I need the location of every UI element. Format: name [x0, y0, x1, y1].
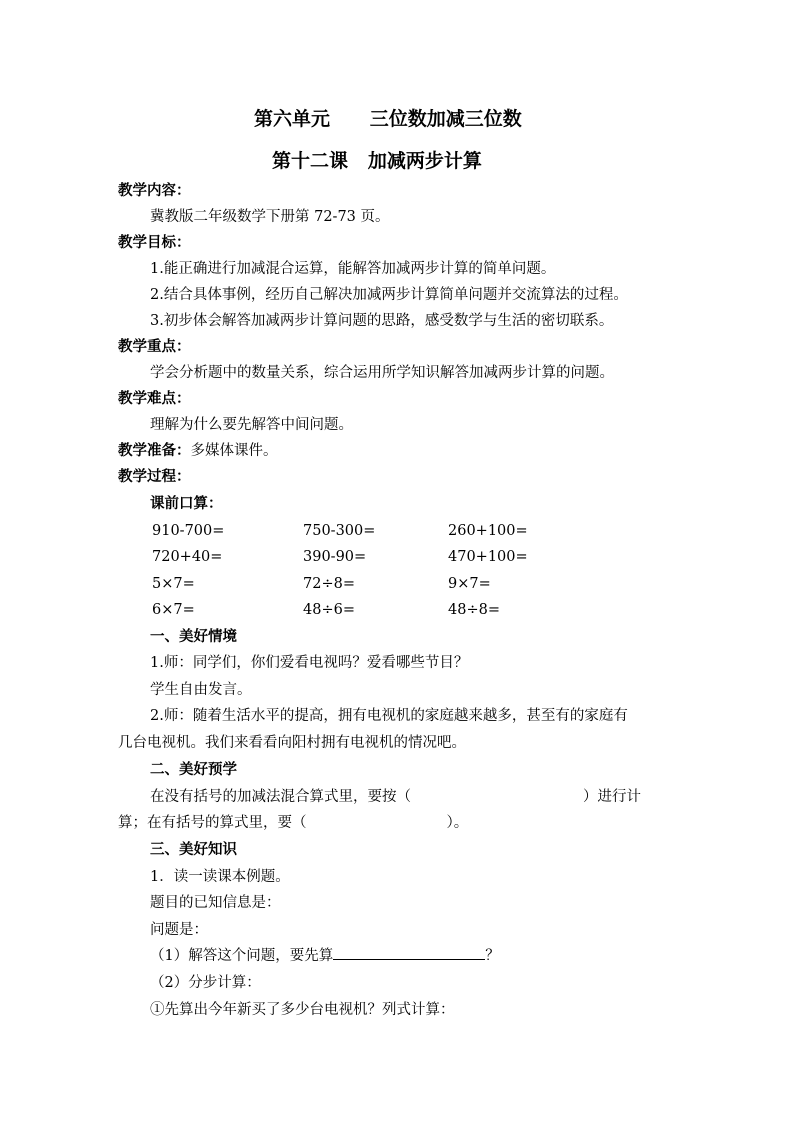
calc-item: 48÷8= [448, 602, 500, 618]
unit-number: 第六单元 [254, 108, 331, 130]
section3-line4-pre: （1）解答这个问题，要先算 [150, 948, 334, 964]
section1-line1: 1.师：同学们，你们爱看电视吗？爱看哪些节目？ [150, 655, 469, 671]
key-points-text: 学会分析题中的数量关系，综合运用所学知识解答加减两步计算的问题。 [150, 365, 614, 381]
calc-item: 750-300= [303, 523, 376, 539]
lesson-title [272, 146, 482, 173]
section3-line2: 题目的已知信息是： [150, 895, 281, 911]
goals-label: 教学目标： [118, 234, 191, 251]
key-points-label: 教学重点： [118, 338, 191, 355]
lesson-name: 加减两步计算 [367, 150, 482, 172]
calc-item: 720+40= [152, 549, 223, 565]
difficulties-text: 理解为什么要先解答中间问题。 [150, 417, 353, 433]
goal-item-2: 2.结合具体事例，经历自己解决加减两步计算简单问题并交流算法的过程。 [150, 287, 628, 303]
calc-item: 5×7= [152, 576, 195, 592]
section1-line2: 学生自由发言。 [150, 682, 252, 698]
section2-line1 [150, 784, 641, 810]
lesson-number: 第十二课 [272, 150, 349, 172]
preparation-label: 教学准备： [118, 442, 191, 459]
unit-title [254, 104, 522, 131]
section3-line3: 问题是： [150, 922, 208, 938]
section1-line3b: 几台电视机。我们来看看向阳村拥有电视机的情况吧。 [118, 735, 466, 751]
content-label: 教学内容： [118, 182, 191, 199]
content-text: 冀教版二年级数学下册第 72-73 页。 [150, 209, 390, 225]
calc-item: 6×7= [152, 602, 195, 618]
section3-line4-post: ？ [485, 948, 500, 964]
preparation-line [118, 438, 278, 464]
section2-line2-pre: 算；在有括号的算式里，要（ [118, 815, 307, 831]
section3-line4 [150, 943, 500, 969]
section3-line1: 1．读一读课本例题。 [150, 869, 290, 885]
calc-item: 470+100= [448, 549, 528, 565]
calc-item: 260+100= [448, 523, 528, 539]
calc-item: 9×7= [448, 576, 491, 592]
section2-line1-pre: 在没有括号的加减法混合算式里，要按（ [150, 789, 411, 805]
section1-line3a: 2.师：随着生活水平的提高，拥有电视机的家庭越来越多，甚至有的家庭有 [150, 708, 628, 724]
section3-heading: 三、美好知识 [150, 841, 237, 858]
section3-line5: （2）分步计算： [150, 975, 261, 991]
section2-line1-post: ）进行计 [583, 789, 641, 805]
section2-line2-post: ）。 [446, 815, 469, 831]
section1-heading: 一、美好情境 [150, 628, 237, 645]
answer-blank-first-step[interactable] [333, 945, 485, 960]
preparation-text: 多媒体课件。 [190, 443, 278, 459]
section2-line2 [118, 810, 468, 836]
calc-item: 910-700= [152, 523, 225, 539]
goal-item-3: 3.初步体会解答加减两步计算问题的思路，感受数学与生活的密切联系。 [150, 313, 614, 329]
difficulties-label: 教学难点： [118, 390, 191, 407]
goal-item-1: 1.能正确进行加减混合运算，能解答加减两步计算的简单问题。 [150, 261, 556, 277]
section3-line6: ①先算出今年新买了多少台电视机？列式计算： [150, 1002, 455, 1018]
section2-heading: 二、美好预学 [150, 761, 237, 778]
warmup-label: 课前口算： [150, 495, 223, 512]
process-label: 教学过程： [118, 468, 191, 485]
unit-name: 三位数加减三位数 [369, 108, 522, 130]
calc-item: 48÷6= [303, 602, 355, 618]
calc-item: 390-90= [303, 549, 367, 565]
calc-item: 72÷8= [303, 576, 355, 592]
